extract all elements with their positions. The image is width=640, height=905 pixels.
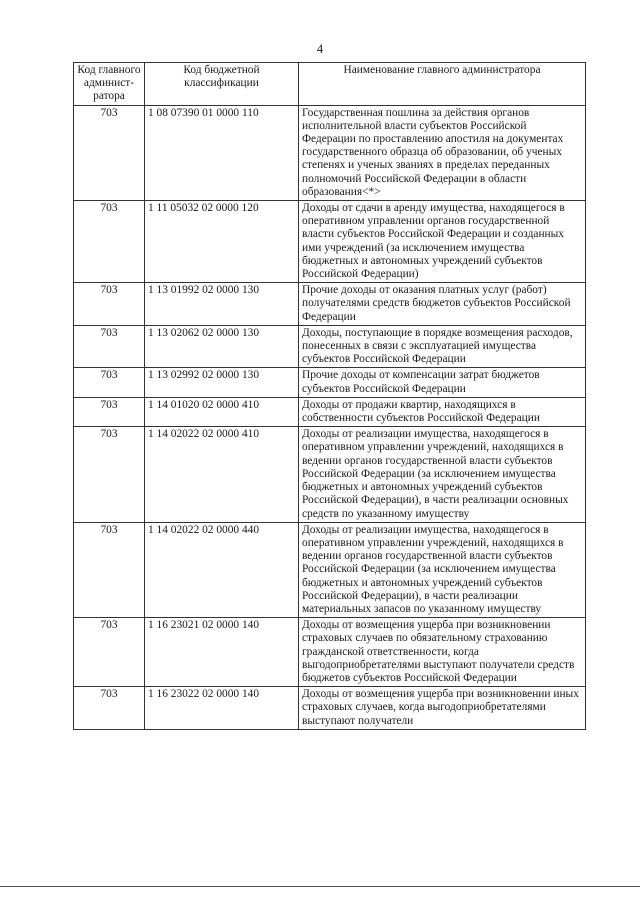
- administrator-name-cell: Доходы от возмещения ущерба при возникновении иных страховых случаев, когда выгодоприобретателями выступают получатели: [299, 687, 586, 730]
- header-administrator-name: Наименование главного администратора: [299, 63, 586, 106]
- header-admin-code: Код главного админист-ратора: [74, 63, 145, 106]
- table-row: [74, 687, 586, 730]
- admin-code-cell: 703: [74, 687, 145, 730]
- table-row: [74, 427, 586, 522]
- budget-classification-table: [73, 62, 586, 730]
- table-row: [74, 325, 586, 368]
- admin-code-cell: 703: [74, 618, 145, 687]
- admin-code-cell: 703: [74, 397, 145, 426]
- budget-code-cell: 1 13 02992 02 0000 130: [145, 368, 299, 397]
- table-row: [74, 105, 586, 200]
- admin-code-cell: 703: [74, 201, 145, 283]
- budget-code-cell: 1 08 07390 01 0000 110: [145, 105, 299, 200]
- administrator-name-cell: Доходы от сдачи в аренду имущества, находящегося в оперативном управлении органов государственной власти субъектов Российской Федерации и созданных ими учреждений (за исключением имущества бюджетных и автономных учреждений субъектов Российской Федерации): [299, 201, 586, 283]
- admin-code-cell: 703: [74, 522, 145, 617]
- budget-code-cell: 1 16 23022 02 0000 140: [145, 687, 299, 730]
- table-header-row: [74, 63, 586, 106]
- administrator-name-cell: Доходы от реализации имущества, находящегося в оперативном управлении учреждений, находящихся в ведении органов государственной власти субъектов Российской Федерации (за исключением имущества бюджетных и автономных учреждений субъектов Российской Федерации), в части реализации основных средств по указанному имуществу: [299, 427, 586, 522]
- header-budget-code: Код бюджетной классификации: [145, 63, 299, 106]
- administrator-name-cell: Доходы от возмещения ущерба при возникновении страховых случаев по обязательному страхованию гражданской ответственности, когда выгодоприобретателями выступают получатели средств бюджетов субъектов Российской Федерации: [299, 618, 586, 687]
- budget-code-cell: 1 14 02022 02 0000 410: [145, 427, 299, 522]
- admin-code-cell: 703: [74, 283, 145, 326]
- admin-code-cell: 703: [74, 105, 145, 200]
- administrator-name-cell: Прочие доходы от компенсации затрат бюджетов субъектов Российской Федерации: [299, 368, 586, 397]
- administrator-name-cell: Доходы от реализации имущества, находящегося в оперативном управлении учреждений, находящихся в ведении органов государственной власти субъектов Российской Федерации (за исключением имущества бюджетных и автономных учреждений субъектов Российской Федерации), в части реализации материальных запасов по указанному имуществу: [299, 522, 586, 617]
- budget-code-cell: 1 13 02062 02 0000 130: [145, 325, 299, 368]
- page-number: 4: [316, 42, 324, 56]
- table-row: [74, 397, 586, 426]
- administrator-name-cell: Доходы, поступающие в порядке возмещения расходов, понесенных в связи с эксплуатацией имущества субъектов Российской Федерации: [299, 325, 586, 368]
- administrator-name-cell: Прочие доходы от оказания платных услуг (работ) получателями средств бюджетов субъектов Российской Федерации: [299, 283, 586, 326]
- budget-code-cell: 1 14 02022 02 0000 440: [145, 522, 299, 617]
- page-bottom-rule: [0, 886, 640, 887]
- admin-code-cell: 703: [74, 325, 145, 368]
- table-row: [74, 283, 586, 326]
- admin-code-cell: 703: [74, 368, 145, 397]
- budget-code-cell: 1 13 01992 02 0000 130: [145, 283, 299, 326]
- administrator-name-cell: Государственная пошлина за действия органов исполнительной власти субъектов Российской Федерации по проставлению апостиля на документах государственного образца об образовании, об ученых степенях и ученых званиях в пределах переданных полномочий Российской Федерации в области образования<*>: [299, 105, 586, 200]
- administrator-name-cell: Доходы от продажи квартир, находящихся в собственности субъектов Российской Федерации: [299, 397, 586, 426]
- table-row: [74, 618, 586, 687]
- budget-code-cell: 1 14 01020 02 0000 410: [145, 397, 299, 426]
- admin-code-cell: 703: [74, 427, 145, 522]
- table-row: [74, 201, 586, 283]
- budget-code-cell: 1 11 05032 02 0000 120: [145, 201, 299, 283]
- budget-code-cell: 1 16 23021 02 0000 140: [145, 618, 299, 687]
- table-row: [74, 522, 586, 617]
- table-row: [74, 368, 586, 397]
